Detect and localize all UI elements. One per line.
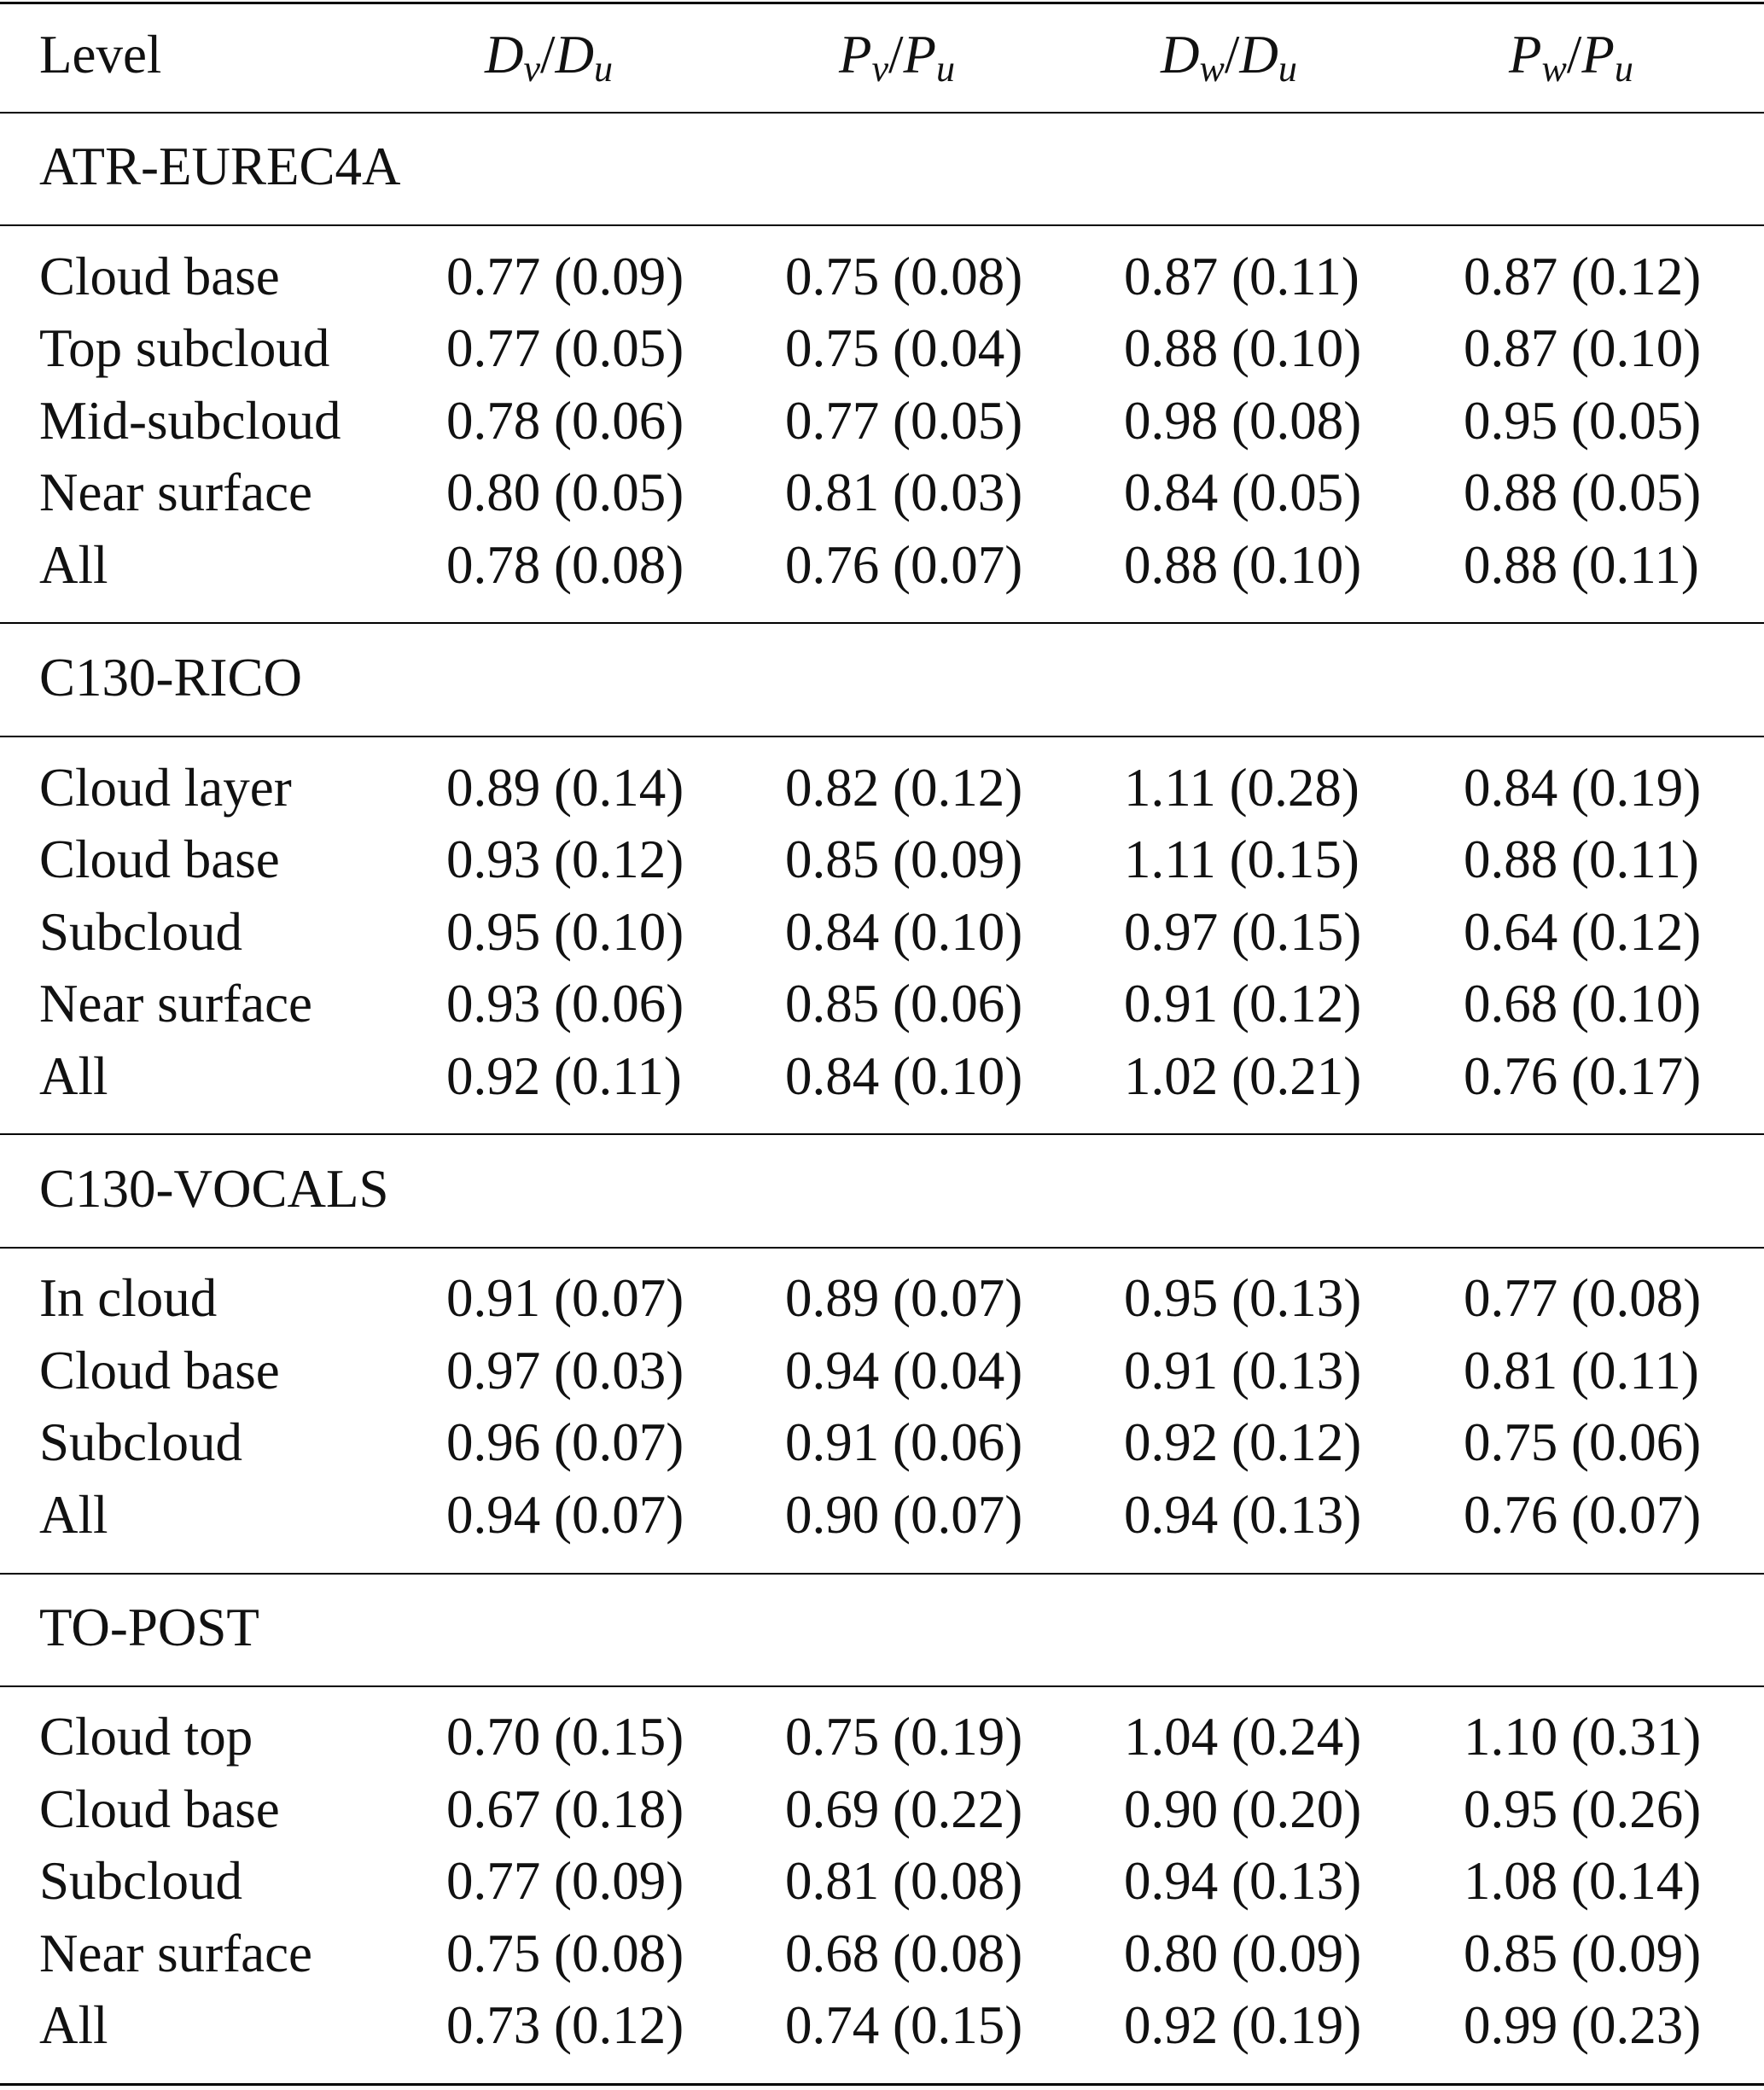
value-cell: 0.91 (0.06) [785,1412,1023,1472]
value-cell: 0.67 (0.18) [446,1779,684,1839]
value-cell: 0.89 (0.14) [446,758,684,818]
table-row [0,457,1764,528]
group-rule [0,1685,1764,1687]
level-cell: Near surface [39,1924,313,1983]
header-dv-du: $D_v/D_u$ [485,25,614,90]
level-cell: All [39,535,108,595]
value-cell: 0.85 (0.06) [785,974,1023,1033]
group-title: C130-RICO [39,648,303,707]
value-cell: 1.10 (0.31) [1464,1707,1702,1767]
level-cell: Cloud base [39,1341,280,1400]
value-cell: 0.82 (0.12) [785,758,1023,818]
value-cell: 1.11 (0.28) [1124,758,1359,818]
value-cell: 0.91 (0.12) [1124,974,1362,1033]
level-cell: All [39,1485,108,1545]
value-cell: 0.99 (0.23) [1464,1995,1702,2055]
value-cell: 1.08 (0.14) [1464,1851,1702,1911]
value-cell: 0.87 (0.12) [1464,247,1702,306]
value-cell: 0.68 (0.08) [785,1924,1023,1983]
table-row [0,896,1764,968]
value-cell: 0.94 (0.13) [1124,1851,1362,1911]
value-cell: 0.90 (0.07) [785,1485,1023,1545]
value-cell: 0.88 (0.05) [1464,463,1702,522]
value-cell: 0.76 (0.17) [1464,1046,1702,1106]
value-cell: 0.64 (0.12) [1464,902,1702,962]
value-cell: 0.69 (0.22) [785,1779,1023,1839]
value-cell: 0.87 (0.10) [1464,318,1702,378]
level-cell: In cloud [39,1268,218,1328]
table-header-row [0,19,1764,90]
value-cell: 0.96 (0.07) [446,1412,684,1472]
table-row [0,1989,1764,2061]
value-cell: 0.75 (0.08) [785,247,1023,306]
table-row [0,241,1764,312]
bottom-rule [0,2083,1764,2086]
value-cell: 1.04 (0.24) [1124,1707,1362,1767]
value-cell: 0.80 (0.09) [1124,1924,1362,1983]
level-cell: All [39,1995,108,2055]
value-cell: 0.98 (0.08) [1124,391,1362,451]
level-cell: All [39,1046,108,1106]
level-cell: Subcloud [39,1851,243,1911]
value-cell: 0.95 (0.05) [1464,391,1702,451]
table-row [0,1335,1764,1406]
value-cell: 0.92 (0.19) [1124,1995,1362,2055]
value-cell: 0.74 (0.15) [785,1995,1023,2055]
header-level: Level [39,25,162,84]
group-rule [0,1247,1764,1249]
value-cell: 0.75 (0.04) [785,318,1023,378]
table-row [0,1845,1764,1917]
value-cell: 0.92 (0.12) [1124,1412,1362,1472]
value-cell: 0.88 (0.11) [1464,830,1699,889]
header-dw-du: $D_w/D_u$ [1161,25,1297,90]
level-cell: Near surface [39,974,313,1033]
value-cell: 0.77 (0.09) [446,247,684,306]
value-cell: 0.81 (0.03) [785,463,1023,522]
level-cell: Cloud base [39,1779,280,1839]
value-cell: 0.88 (0.11) [1464,535,1699,595]
header-pw-pu: $P_w/P_u$ [1509,25,1633,90]
value-cell: 0.95 (0.10) [446,902,684,962]
level-cell: Cloud base [39,830,280,889]
group-rule [0,224,1764,226]
level-cell: Near surface [39,463,313,522]
value-cell: 0.89 (0.07) [785,1268,1023,1328]
top-rule [0,2,1764,4]
value-cell: 0.84 (0.05) [1124,463,1362,522]
value-cell: 0.73 (0.12) [446,1995,684,2055]
value-cell: 0.88 (0.10) [1124,535,1362,595]
value-cell: 0.97 (0.15) [1124,902,1362,962]
value-cell: 0.97 (0.03) [446,1341,684,1400]
value-cell: 0.91 (0.07) [446,1268,684,1328]
table-row [0,1918,1764,1989]
level-cell: Cloud top [39,1707,253,1767]
table-row [0,529,1764,601]
value-cell: 0.90 (0.20) [1124,1779,1362,1839]
level-cell: Cloud layer [39,758,292,818]
value-cell: 0.78 (0.08) [446,535,684,595]
group-rule [0,736,1764,737]
value-cell: 0.78 (0.06) [446,391,684,451]
table-row [0,312,1764,384]
value-cell: 0.92 (0.11) [446,1046,682,1106]
header-rule [0,112,1764,114]
table-row [0,385,1764,457]
value-cell: 0.85 (0.09) [785,830,1023,889]
value-cell: 0.81 (0.08) [785,1851,1023,1911]
table-row [0,1262,1764,1334]
group-rule [0,622,1764,624]
value-cell: 0.91 (0.13) [1124,1341,1362,1400]
level-cell: Cloud base [39,247,280,306]
table-row [0,968,1764,1039]
value-cell: 0.94 (0.07) [446,1485,684,1545]
value-cell: 0.75 (0.06) [1464,1412,1702,1472]
value-cell: 0.76 (0.07) [1464,1485,1702,1545]
value-cell: 0.93 (0.06) [446,974,684,1033]
value-cell: 0.94 (0.04) [785,1341,1023,1400]
group-rule [0,1133,1764,1135]
value-cell: 0.77 (0.05) [785,391,1023,451]
value-cell: 0.88 (0.10) [1124,318,1362,378]
group-title: ATR-EUREC4A [39,137,401,196]
group-title: C130-VOCALS [39,1159,389,1219]
level-cell: Subcloud [39,1412,243,1472]
value-cell: 0.84 (0.19) [1464,758,1702,818]
value-cell: 0.76 (0.07) [785,535,1023,595]
value-cell: 0.94 (0.13) [1124,1485,1362,1545]
value-cell: 0.95 (0.13) [1124,1268,1362,1328]
value-cell: 0.70 (0.15) [446,1707,684,1767]
value-cell: 0.80 (0.05) [446,463,684,522]
value-cell: 0.77 (0.09) [446,1851,684,1911]
value-cell: 0.85 (0.09) [1464,1924,1702,1983]
value-cell: 0.77 (0.05) [446,318,684,378]
table-row [0,824,1764,895]
table-row [0,1406,1764,1478]
value-cell: 0.75 (0.08) [446,1924,684,1983]
level-cell: Subcloud [39,902,243,962]
table-row [0,1701,1764,1773]
value-cell: 0.84 (0.10) [785,1046,1023,1106]
table-row [0,1040,1764,1112]
value-cell: 1.11 (0.15) [1124,830,1359,889]
group-rule [0,1573,1764,1575]
value-cell: 0.87 (0.11) [1124,247,1359,306]
table-row [0,1773,1764,1845]
table-row [0,1479,1764,1551]
level-cell: Top subcloud [39,318,330,378]
value-cell: 0.95 (0.26) [1464,1779,1702,1839]
value-cell: 1.02 (0.21) [1124,1046,1362,1106]
value-cell: 0.77 (0.08) [1464,1268,1702,1328]
header-pv-pu: $P_v/P_u$ [839,25,956,90]
level-cell: Mid-subcloud [39,391,341,451]
value-cell: 0.81 (0.11) [1464,1341,1699,1400]
value-cell: 0.84 (0.10) [785,902,1023,962]
value-cell: 0.93 (0.12) [446,830,684,889]
value-cell: 0.68 (0.10) [1464,974,1702,1033]
value-cell: 0.75 (0.19) [785,1707,1023,1767]
table-row [0,752,1764,824]
group-title: TO-POST [39,1598,259,1657]
